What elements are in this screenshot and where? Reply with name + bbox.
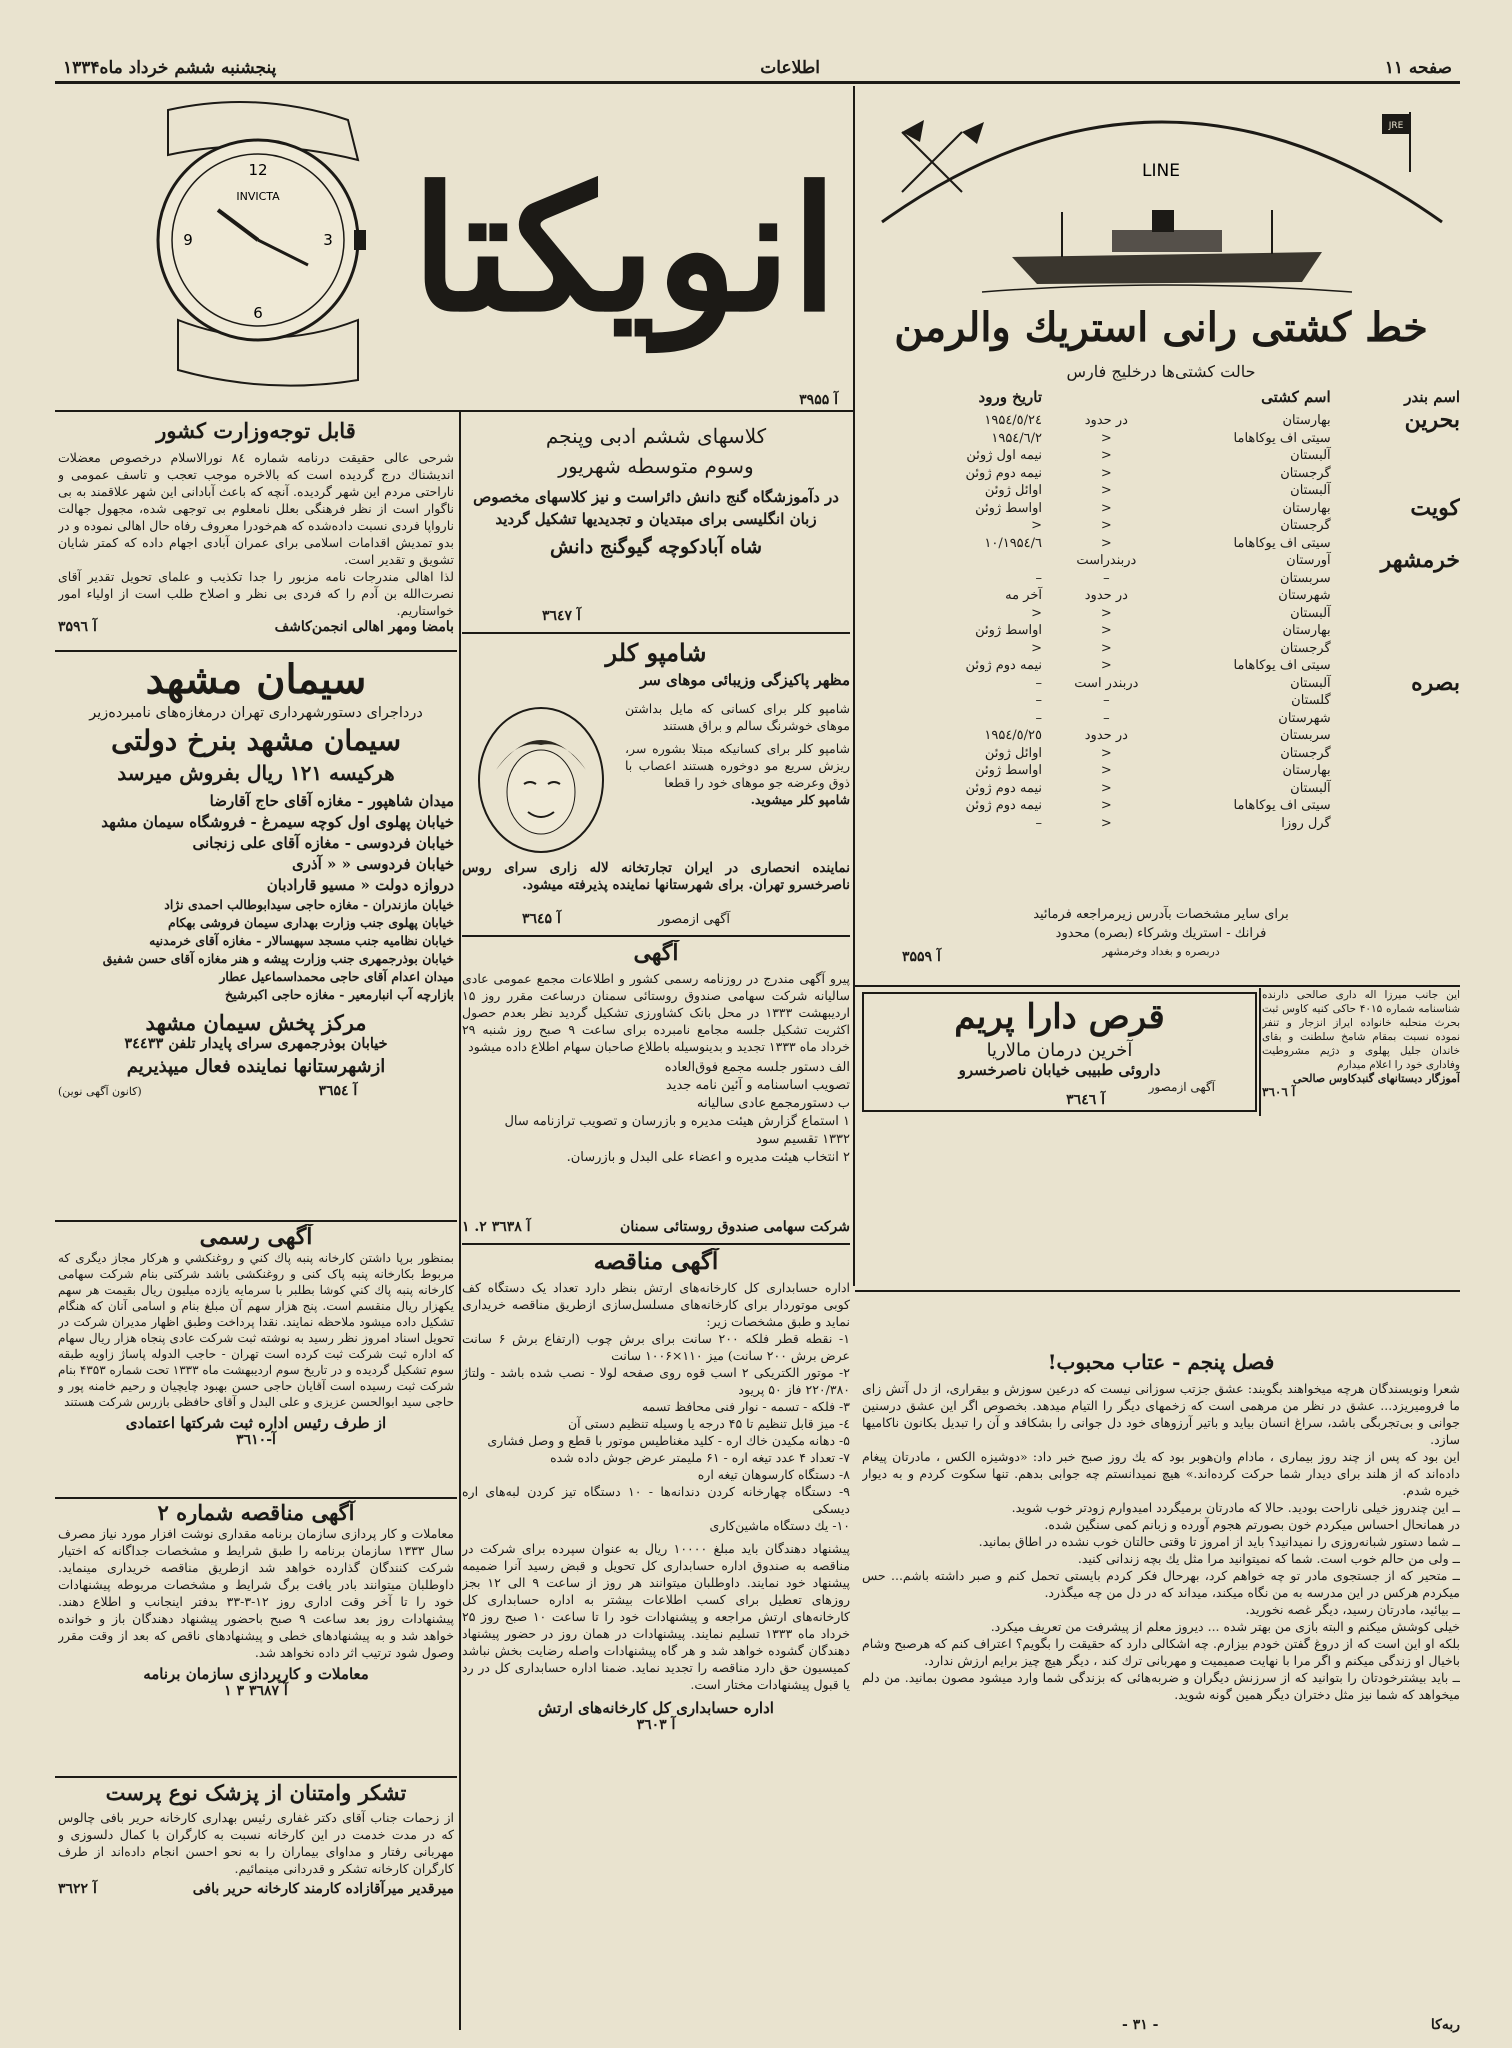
page-number: صفحه ۱۱ — [1384, 58, 1452, 78]
arrival-date: – — [1035, 693, 1043, 708]
story-paragraph: در همانحال احساس میکردم خون بصورتم هجوم آورده و زبانم کمی سنگین شده. — [1044, 1517, 1460, 1532]
ad-code: آ ۳٦٤٦ — [1066, 1092, 1105, 1108]
story-paragraph: ــ متحیر که از جستجوی مادر تو چه خواهم کرد، بهرحال فکر کردم بایستی تحمل کنم و صبر داشته باشم... حس میکردم هرکس در این مدرسه به من نگاه میکند، میداند که در دل من چه میگذرد. — [862, 1568, 1460, 1600]
official-notice — [58, 1224, 454, 1494]
port-name — [1350, 517, 1460, 535]
tender-notice-2 — [58, 1500, 454, 1772]
dealer-item: بازارچه آب انبارمعیر - مغازه حاجی اکبرشیخ — [225, 987, 454, 1002]
story-page-number: - ۳۱ - — [1122, 2016, 1159, 2033]
distribution-center: مرکز پخش سیمان مشهد — [145, 1010, 367, 1035]
ship-note: دربندر است — [1074, 675, 1139, 691]
army-factories-tender — [462, 1248, 850, 2038]
port-name — [1350, 762, 1460, 780]
story-paragraph: ــ ولی من حالم خوب است. شما که نمیتوانید مرا مثل یك بچه زندانی کنید. — [1077, 1551, 1460, 1566]
cement-price: هرکیسه ۱۲۱ ریال بفروش میرسد — [117, 761, 395, 785]
ad-code: آ ۳۹۵۵ — [799, 392, 838, 408]
story-paragraph: بلکه او این است که از دروغ گفتن خودم بیزارم. چه اشکالی دارد که حقیقت را بگویم؟ اعتراف کنم که هرصبح وشام باخیال او زندگی میکنم و اگر مرا با نهایت صمیمیت و مهربانی ترك کند ، دیگر هیچ چیز برایم ارزش ندارد. — [862, 1636, 1460, 1668]
story-title: فصل پنجم - عتاب محبوب! — [1047, 1350, 1275, 1374]
arrival-date: نیمه دوم ژوئن — [965, 798, 1043, 813]
ship-note: < — [1100, 483, 1112, 498]
table-row — [862, 727, 1460, 745]
ship-name: آورستان — [1286, 553, 1331, 568]
arrival-date: < — [1031, 605, 1043, 621]
ship-note: دربندراست — [1076, 553, 1137, 568]
section-rule — [462, 1243, 850, 1245]
table-row — [862, 407, 1460, 433]
table-row — [862, 657, 1460, 675]
ship-logo-illustration — [862, 92, 1460, 302]
table-row — [862, 797, 1460, 815]
cement-headline: سیمان مشهد بنرخ دولتی — [110, 724, 402, 757]
section-rule — [462, 632, 850, 634]
table-row — [862, 640, 1460, 658]
port-name — [1350, 622, 1460, 640]
port-name: بحرین — [1404, 407, 1460, 433]
table-row — [862, 535, 1460, 553]
invicta-brand-text: انویکتا — [411, 150, 838, 350]
drugstore: داروئی طبیبی خیابان ناصرخسرو — [958, 1061, 1161, 1079]
arrival-date: نیمه دوم ژوئن — [965, 658, 1043, 673]
issue-date: پنجشنبه ششم خرداد ماه۱۳۳۴ — [63, 58, 277, 78]
ship-note: < — [1100, 798, 1112, 813]
ship-note: < — [1100, 658, 1112, 673]
semnan-rural-fund-notice — [462, 940, 850, 1240]
ad-code: آ ۳۵۹٦ — [58, 618, 97, 635]
school-line-2: وسوم متوسطه شهریور — [558, 454, 754, 478]
notice-signature: میرقدیر میرآقازاده کارمند کارخانه حریر بافی — [192, 1881, 454, 1897]
arrival-date: نیمه دوم ژوئن — [965, 780, 1043, 796]
ship-note: < — [1100, 605, 1112, 621]
agenda-item: الف دستور جلسه مجمع فوق‌العاده — [664, 1060, 850, 1075]
column-port: اسم بندر — [1404, 388, 1460, 406]
arrival-date: – — [1035, 675, 1043, 691]
ship-note: < — [1100, 780, 1112, 796]
section-rule — [55, 410, 853, 412]
ship-note: < — [1100, 815, 1112, 831]
school-line-1: کلاسهای ششم ادبی وپنجم — [545, 424, 767, 448]
notice-signature: معاملات و کارپردازی سازمان برنامه — [143, 1665, 369, 1683]
arrival-date: ۱۹۵٤/٦/۱۰ — [984, 535, 1043, 551]
drug-title: قرص دارا پریم — [954, 997, 1165, 1037]
table-row — [862, 815, 1460, 833]
ship-name: گلستان — [1291, 693, 1331, 708]
agenda-item: ۱ استماع گزارش هیئت مدیره و بازرسان و تصویب ترازنامه سال — [504, 1114, 850, 1129]
table-header — [862, 389, 1460, 407]
story-paragraph: شعرا ونویسندگان هرچه میخواهند بگویند: عشق جزتب سوزانی نیست که درعین سوزش و بیقراری، از دل آتش زای ما فرومیریزد... عشق در نظر من مرهمی است که زخمهای دیگر را التیام میدهد. بخصوص اگر این عشق درسنین جوانی و بی‌تجربگی باشد، سراغ انسان بیاید و باتیر‌ آرزوهای خود دل جوانی را بشکافد و آن را تبدیل بکانون ناکامیها سازد. — [862, 1381, 1460, 1447]
arrival-date: نیمه اول ژوئن — [966, 448, 1043, 463]
ship-note: – — [1103, 570, 1110, 586]
ship-name: گرجستان — [1280, 640, 1331, 656]
notice-title: آگهی مناقصه شماره ۲ — [157, 1500, 355, 1525]
ship-icon — [982, 210, 1352, 292]
arrival-date: اواسط ژوئن — [975, 763, 1043, 778]
table-row — [862, 465, 1460, 483]
notice-signature: اداره حسابداری کل کارخانه‌های ارتش — [538, 1699, 774, 1717]
table-row — [862, 494, 1460, 521]
drug-subtitle: آخرین درمان مالاریا — [986, 1040, 1133, 1061]
agenda-item: تصویب اساسنامه و آئین نامه جدید — [666, 1078, 850, 1093]
wristwatch-icon — [58, 90, 418, 390]
arrival-date: ۱۹۵٤/٦/٢ — [991, 430, 1043, 446]
table-row — [862, 447, 1460, 465]
dealer-item: خیابان فردوسی - مغازه آقای علی زنجانی — [192, 834, 454, 852]
ship-name: شهرستان — [1278, 588, 1331, 603]
arrival-date: – — [1035, 570, 1043, 586]
arrival-date: – — [1035, 815, 1043, 831]
section-rule — [55, 1220, 457, 1222]
dealer-item: خیابان بوذرجمهری جنب وزارت پیشه و هنر مغازه آقای حسن شفیق — [102, 951, 454, 966]
dealer-item: خیابان فردوسی « « آذری — [291, 855, 454, 873]
table-row — [862, 547, 1460, 573]
arrival-date: اواسط ژوئن — [975, 500, 1043, 516]
ship-name: شهرستان — [1278, 710, 1331, 726]
ship-note: < — [1100, 623, 1112, 638]
table-row — [862, 517, 1460, 535]
ship-name: گرجستان — [1280, 465, 1331, 481]
notice-body: بمنظور برپا داشتن کارخانه پنبه پاك كني و روغنكشي و هركار مجاز دیگری که مربوط بکارخانه پنبه پاک کنی و روغنکشی باشد شرکتی بنام شرکت سهامی کارخانه پنبه پاك كني کوشا بطلبر با سرمایه یازده میلیون ریال بقیمت هر سهم یکهزار ریال منقسم است. پنج هزار سهم آن مبلغ بنام و اسامی آنان که هنگام تشکیل داده میشود ملاحظه نمایند. نقدا پرداخت وطبق اظهار مدیران شرکت در تحویل اسناد امروز نظر رسید به نوشته ثبت شرکت عادی پنجاه هزار ریال سهام که اداره ثبت شرکت ثبت کرده است تهران - حاجب الدوله پاساژ زاویه طبقه سوم تشکیل گردیده و در تاریخ سوم اردیبهشت ماه ۱۳۳۳ تحت شماره ۴۳۵۳ بنام شرکت ثبت رسیده است آقایان حاجی حسن بهبود چایچیان و رحیم خامنه پور و حاجی سید ابوالحسن عزیزی و علی البدل و آقای حافظی بازرس شرکت هستند — [58, 1251, 454, 1409]
arrival-date: نیمه دوم ژوئن — [965, 465, 1043, 481]
shampoo-text-2: شامپو کلر برای کسانیکه مبتلا بشوره سر، ریزش سریع مو دوخوره هستند اعصاب با ذوق وعرضه جو موهای خود را قطعا — [625, 741, 850, 790]
strick-ellerman-ad — [862, 92, 1460, 982]
ad-code: آ ۳٦٤٧ — [542, 608, 581, 624]
svg-text:9: 9 — [183, 231, 193, 249]
column-date: تاریخ ورود — [978, 388, 1043, 406]
column-rule — [853, 86, 855, 1286]
spec-item: ۱۰- یك دستگاه ماشین‌کاری — [709, 1518, 850, 1533]
dealer-item: خیابان نظامیه جنب مسجد سپهسالار - مغازه آقای خرمدنیه — [149, 933, 454, 948]
section-rule — [855, 985, 1460, 987]
ad-code: آ ۳٦۵٤ — [318, 1083, 358, 1099]
svg-text:12: 12 — [248, 161, 268, 179]
ship-note: – — [1103, 710, 1110, 726]
agenda-list — [462, 1059, 850, 1167]
port-name: کویت — [1410, 494, 1460, 521]
ad-code: آ-۳٦۱۰ — [236, 1432, 276, 1448]
port-name — [1350, 692, 1460, 710]
agenda-item: ۱۳۳۲ تقسیم سود — [756, 1132, 850, 1147]
mashhad-cement-ad — [58, 655, 454, 1215]
dealer-item: میدان اعدام آقای حاجی محمداسماعیل عطار — [219, 969, 454, 984]
spec-item: ۲- موتور الکتریکی ۲ اسب قوه روی صفحه لولا - نصب شده باشد - ولتاژ ۲۲۰/۳۸۰ فاز ۵۰ پریود — [462, 1365, 850, 1397]
notice-body-2: لذا اهالی مندرجات نامه مزبور را جدا تکذیب و علمای تحویل تقدیر آقای نصرت‌الله بن آدم را که فردی بی نظر و اصلاح طلب است از اولیاء امور خواستاریم. — [58, 569, 454, 618]
shampoo-text-3: شامپو کلر میشوید. — [750, 792, 850, 807]
table-row — [862, 587, 1460, 605]
shampoo-title: شامپو کلر — [605, 638, 707, 667]
center-address: خیابان بوذرجمهری سرای پایدار تلفن ۳٤٤۳۳ — [124, 1035, 388, 1052]
spec-item: ۸- دستگاه کارسوهان تیغه اره — [697, 1467, 850, 1482]
school-line-3: در دآموزشگاه گنج دانش دائراست و نیز کلاسهای مخصوص زبان انگلیسی برای مبتدیان و تجدیدیها تشکیل گردید — [473, 488, 839, 528]
arrival-date: – — [1035, 710, 1043, 726]
notice-body: از زحمات جناب آقای دکتر غفاری رئیس بهداری کارخانه حریر بافی چالوس که در مدت خدمت در این کارخانه نسبت به کارگران با کمال دلسوزی و مهربانی رفتار و مداوای بیماران را به نحو احسن انجام داده‌اند از طرف کارگران کارخانه تشکر و قدردانی مینمائیم. — [58, 1810, 454, 1876]
dealer-item: دروازه دولت « مسیو قارادبان — [266, 876, 454, 894]
ship-note: < — [1100, 640, 1112, 656]
notice-body: اداره حسابداری کل کارخانه‌های ارتش بنظر دارد تعداد یک دستگاه کف کوبی موتوردار برای کارخانه‌های مسلسل‌سازی ازطریق مناقصه خریداری نماید و طبق مشخصات زیر: — [462, 1280, 850, 1329]
port-name: خرمشهر — [1380, 547, 1460, 573]
ship-name: سیتی اف یوکاهاما — [1233, 535, 1331, 551]
ship-name: بهارستان — [1282, 763, 1331, 778]
ship-note: < — [1100, 430, 1112, 446]
arrival-date: اواسط ژوئن — [975, 623, 1043, 638]
ship-note: < — [1100, 763, 1112, 778]
port-name — [1350, 710, 1460, 728]
shampoo-slogan: مظهر پاکیزگی وزیبائی موهای سر — [639, 671, 850, 689]
arrival-date: آخر مه — [1005, 588, 1043, 603]
serial-story-column — [862, 1350, 1460, 2040]
ship-name: گرجستان — [1280, 745, 1331, 761]
ship-note: < — [1100, 518, 1112, 533]
section-rule — [55, 650, 457, 652]
port-name — [1350, 465, 1460, 483]
notice-body: شرحی عالی حقیقت درنامه شماره ٨٤ نورالاسلام درخصوص معضلات اندیشناك درج گردیده است که بالاخره موجب تعجب و تاسف عمومی و ناراحتی مردم این شهر گردیده. آنچه که باعث آبادانی این شهر علاقمند به بی ناگوار است از نظر فرهنگی بعلل نامعلوم بی توجهی شده، مجهول جهالت نارواپا فردی نسبت داده‌شده که هم‌خودرا معروف رفاه حال اهالی نموده و در بدو تمدیش اقدامات اسلامی برای عمران آبادی اجهام داده که کمتر شایان تشویق و تقدیر است. — [58, 450, 454, 567]
daraprim-tablet-ad — [862, 992, 1257, 1112]
port-name: بصره — [1411, 669, 1460, 696]
column-rule — [1259, 988, 1261, 1116]
port-name — [1350, 780, 1460, 798]
column-ship: اسم کشتی — [1261, 388, 1331, 406]
ship-name: آلبستان — [1290, 780, 1331, 796]
strick-footer-2: فرانك - استریك وشرکاء (بصره) محدود — [1055, 926, 1267, 941]
port-name — [1350, 745, 1460, 763]
dealer-list — [58, 791, 454, 1004]
declaration-body: این جانب میرزا اله داری صالحی دارنده شناسنامه شماره ۴۰۱۵ حاکی کنیه کاوس ثبت بحرث منحلبه خانواده ایراز انزجار و تنفر نموده نسبت بمقام شامخ سلطنت و بقای خاندان جلیل پهلوی و دژیم مشروطیت وفاداری خود را اعلام میدارم — [1262, 989, 1460, 1071]
notice-body-2: پیشنهاد دهندگان باید مبلغ ۱۰۰۰۰ ریال به عنوان سپرده برای شرکت در مناقصه به صندوق اداره حسابداری کل تحویل و قبض رسید آنرا ضمیمه پیشنهاد خود نمایند. داوطلبان میتوانند هر روز از ساعت ۹ الی ۱۲ بجز روزهای تعطیل برای کسب اطلاعات بیشتر به اداره حسابداری کل کارخانه‌های ارتش مراجعه و پیشنهادات خود را تا ساعت ۱۰ صبح روز ۲۵ خرداد ماه ۱۳۳۳ تسلیم نمایند. پیشنهادات در همان روز در حضور پیشنهاد دهندگان گشوده خواهد شد و هر گاه پیشنهادات واصله رضایت بخش نباشد کمیسیون حق دارد مناقصه را تجدید نماید. ضمنا اداره حسابداری کل در رد یا قبول پیشنهادات مختار است. — [462, 1541, 850, 1692]
ad-credit: (کانون آگهی نوین) — [58, 1085, 142, 1098]
story-paragraph: ــ شما دستور شبانه‌روزی را نمیدانید؟ باید از امروز تا وقتی حالتان خوب نشده در اطاق بمانید. — [978, 1534, 1460, 1549]
table-row — [862, 710, 1460, 728]
interior-ministry-notice — [58, 418, 454, 640]
arrival-date: ۱۹۵٤/٥/٢٤ — [984, 413, 1043, 428]
port-name — [1350, 570, 1460, 588]
ship-note: < — [1100, 465, 1112, 481]
thanks-doctor-notice — [58, 1780, 454, 2020]
ship-name: سیتی اف یوکاهاما — [1233, 658, 1331, 673]
arrival-date — [862, 552, 1042, 570]
port-name — [1350, 587, 1460, 605]
school-address: شاه آبادکوچه گیوگنج دانش — [549, 536, 762, 558]
logo-line: LINE — [1142, 161, 1180, 181]
invicta-watch-ad — [58, 90, 848, 408]
notice-title: آگهی رسمی — [199, 1224, 313, 1250]
shampoo-text-1: شامپو کلر برای کسانی که مایل بداشتن موهای خوشرنگ سالم و براق هستند — [625, 701, 850, 733]
ship-name: سیتی اف یوکاهاما — [1233, 430, 1331, 446]
cement-title: سیمان مشهد — [145, 656, 367, 703]
ship-name: سربستان — [1279, 570, 1331, 586]
ship-note: < — [1100, 448, 1112, 463]
notice-title: تشکر وامتنان از پزشک نوع پرست — [105, 1780, 407, 1805]
port-name — [1350, 605, 1460, 623]
ship-note: در حدود — [1084, 728, 1128, 743]
dealer-item: میدان شاهپور - مغازه آقای حاج آقارضا — [209, 792, 454, 810]
spec-item: ۳- فلکه - تسمه - نوار فنی محافظ تسمه — [641, 1399, 850, 1414]
ad-code: آ ۳٦۲۲ — [58, 1881, 97, 1897]
column-rule — [459, 1300, 461, 2030]
ship-note: < — [1100, 745, 1112, 761]
ship-name: گرل روزا — [1281, 815, 1331, 831]
table-row — [862, 570, 1460, 588]
ship-name: گرجستان — [1280, 518, 1331, 533]
section-rule — [462, 935, 850, 937]
story-paragraph: خیلی کوشش میکنم و البته بازی من بهتر شده ... دیروز معلم از پیشرفت من تعریف میکرد. — [990, 1619, 1460, 1634]
ship-name: آلبستان — [1290, 605, 1331, 621]
arrival-date: اوائل ژوئن — [984, 483, 1043, 498]
notice-signature: از طرف رئیس اداره ثبت شرکتها اعتمادی — [125, 1414, 387, 1432]
crossed-flags-icon — [902, 120, 984, 192]
ship-name: سیتی اف یوکاهاما — [1233, 798, 1331, 813]
ad-code: آ ۳٦٤۵ — [522, 910, 561, 927]
spec-list — [462, 1330, 850, 1534]
story-paragraph: ــ این چندروز خیلی ناراحت بودید. حالا که مادرتان برمیگردد امیدوارم زودتر خوب شوید. — [1011, 1500, 1460, 1515]
port-name — [1350, 640, 1460, 658]
ship-name: آلبستان — [1290, 675, 1331, 691]
ad-code: آ ۳٦٨٧ ۳ ۱ — [224, 1683, 288, 1699]
house-flag-icon — [1382, 112, 1410, 172]
port-name — [1350, 797, 1460, 815]
strick-subtitle: حالت کشتی‌ها درخلیج فارس — [1066, 362, 1256, 381]
cement-subtitle: درداجرای دستورشهرداری تهران درمغازه‌های نامبرده‌زیر — [89, 705, 423, 721]
story-paragraph: این بود که پس از چند روز بیماری ، مادام وان‌هوبر بود که یك روز صبح خبر داد: «دوشیزه الکس ، مادرتان پیغام داده‌اند که از هلند برای دیدار شما حرکت کرده‌اند.» هیچ نمیدانستم چه جوابی بدهم. تنها سکوت کردم و به دیوار خیره شدم. — [862, 1449, 1460, 1498]
table-row — [862, 692, 1460, 710]
ship-name: آلبستان — [1290, 448, 1331, 463]
spec-item: ۹- دستگاه چهارخانه کردن دندانه‌ها - ۱۰ دستگاه تیز کردن لبه‌های اره دیسکی — [462, 1484, 850, 1516]
table-row — [862, 605, 1460, 623]
port-name — [1350, 430, 1460, 448]
ad-credit: آگهی ازمصور — [658, 911, 730, 927]
ship-note: < — [1100, 535, 1112, 551]
ship-schedule-table — [862, 407, 1460, 832]
story-paragraph: ــ بیائید، مادرتان رسید، دیگر غصه نخورید. — [1245, 1602, 1460, 1617]
ship-note: در حدود — [1084, 413, 1128, 428]
table-row — [862, 669, 1460, 696]
notice-body: معاملات و کار پردازی سازمان برنامه مقداری نوشت افزار مورد نیاز مصرف سال ۱۳۳۳ سازمان برنامه را طبق شرایط و مشخصات جداگانه که اختیار شرکت کنندگان گذارده خواهد شد ازطریق مناقصه خریداری مینماید. داوطلبان میتوانند بادر یافت برگ شرایط و مشخصات مربوطه پیشنهادات خود را تا آخر وقت اداری روز ۱۲-۳-۳۳ بدفتر اینجانب و اطلاع دهند. پیشنهادات روز بعد ساعت ۹ صبح باحضور پیشنهاد دهندگان باز و خوانده خواهد شد و به پیشنهادهای خطی و پیشنهادهای ناقص که بعد از وقت مقرر وصول شود ترتیب اثر داده نخواهد شد. — [58, 1526, 454, 1660]
notice-signature: بامضا ومهر اهالی انجمن‌کاشف — [274, 618, 454, 635]
flag-letters: JRE — [1388, 121, 1404, 131]
page-header — [55, 52, 1460, 84]
table-row — [862, 762, 1460, 780]
notice-title: آگهی مناقصه — [593, 1248, 719, 1275]
table-row — [862, 745, 1460, 763]
shampoo-kler-ad — [462, 638, 850, 930]
notice-title: آگهی — [633, 940, 679, 966]
agenda-item: ۲ انتخاب هیئت مدیره و اعضاء علی البدل و بازرسان. — [566, 1150, 850, 1165]
strick-footer-3: دربصره و بغداد وخرمشهر — [1102, 945, 1220, 958]
dealer-item: خیابان پهلوی جنب وزارت بهداری سیمان فروشی بهکام — [167, 915, 454, 930]
ad-code: آ ۳٦۳۸ ۲. ۱ — [462, 1218, 531, 1235]
ship-note: – — [1103, 693, 1110, 708]
shampoo-agent: نماینده انحصاری در ایران تجارتخانه لاله زاری سرای روس ناصرخسرو تهران. برای شهرستانها نماینده پذیرفته میشود. — [462, 860, 850, 893]
notice-signature: شرکت سهامی صندوق روستائی سمنان — [620, 1218, 850, 1235]
spec-item: ۷- تعداد ۴ عدد تیغه اره - ۶۱ ملیمتر عرض جوش داده شده — [550, 1450, 850, 1465]
ad-code: آ ۳٦٠۳ — [636, 1717, 676, 1733]
dealer-item: خیابان مازندران - مغازه حاجی سیدابوطالب احمدی نژاد — [164, 897, 454, 912]
port-name — [1350, 447, 1460, 465]
section-rule — [55, 1497, 457, 1499]
strick-title: خط کشتی رانی استریك والرمن — [894, 304, 1428, 351]
ad-code: آ ۳۵۵۹ — [902, 949, 941, 965]
ship-name: بهارستان — [1282, 413, 1331, 428]
ship-name: بهارستان — [1282, 623, 1331, 638]
ad-code: آ ۳٦٠٦ — [1262, 1085, 1296, 1099]
ship-name: بهارستان — [1282, 500, 1331, 516]
arrival-date: < — [1031, 518, 1043, 533]
spec-item: ۵- دهانه مکیدن خاك اره - کلید مغناطیس موتور با قطع و وصل فشاری — [487, 1433, 850, 1448]
dealer-item: خیابان پهلوی اول کوچه سیمرغ - فروشگاه سیمان مشهد — [101, 813, 454, 831]
table-row — [862, 430, 1460, 448]
ganj-danesh-school-ad — [462, 418, 850, 628]
agenda-item: ب دستورمجمع عادی سالیانه — [697, 1096, 850, 1111]
woman-portrait-illustration — [466, 700, 616, 860]
declaration-signature: آموزگار دبستانهای گنبدکاوس صالحی — [1292, 1072, 1460, 1085]
table-row — [862, 780, 1460, 798]
table-row — [862, 482, 1460, 500]
watch-dial-brand: INVICTA — [236, 190, 280, 203]
port-name — [1350, 815, 1460, 833]
provinces-line: ازشهرستانها نماینده فعال میپذیریم — [126, 1056, 386, 1077]
loyalty-declaration — [1262, 988, 1460, 1116]
notice-title: قابل توجه‌وزارت کشور — [156, 418, 356, 443]
arrival-date: ۱۹۵٤/٥/٢٥ — [984, 728, 1043, 743]
spec-item: ۱- نقطه قطر فلکه ۲۰۰ سانت برای برش چوب (ارتفاع برش ۶ سانت عرض برش ۲۰۰ سانت) میز ۱۱۰×۱۰۰۶ سانت — [462, 1331, 850, 1363]
strick-footer-1: برای سایر مشخصات بآدرس زیرمراجعه فرمائید — [1033, 907, 1289, 922]
port-name — [1350, 727, 1460, 745]
section-rule — [855, 1290, 1460, 1292]
story-paragraph: ــ باید بیشترخودتان را بتوانید که از سرزنش دیگران و ضربه‌هائی که بزندگی شما وارد میشود مصون بمانید. من دلم میخواهد که شما نیز مثل دختران دیگر همین گونه شوید. — [862, 1670, 1460, 1702]
spec-item: ٤- میز قابل تنظیم تا ۴۵ درجه یا وسیله تنظیم دستی آن — [568, 1416, 850, 1431]
svg-text:3: 3 — [323, 231, 333, 249]
newspaper-name: اطلاعات — [760, 58, 820, 78]
ship-note: < — [1100, 500, 1112, 516]
table-row — [862, 622, 1460, 640]
story-author: ربه‌کا — [1430, 2016, 1460, 2033]
svg-text:6: 6 — [253, 304, 263, 322]
arrival-date: < — [1031, 640, 1043, 656]
ship-name: سربستان — [1279, 728, 1331, 743]
notice-body: پیرو آگهی مندرج در روزنامه رسمی کشور و اطلاعات مجمع عمومی عادی سالیانه شرکت سهامی صندوق روستائی سمنان درساعت مقرر روز ۱۵ اردیبهشت ۱۳۳۳ در محل بانک کشاورزی تشکیل گردید نظر بعدم حصول اکثریت تشکیل جلسه مجامع نامبرده برای ساعت ۹ صبح روز شنبه ۲۹ خرداد ماه ۱۳۳۳ تجدید و بدینوسیله باطلاع صاحبان سهام اطلاع داده میشود — [462, 971, 850, 1054]
ship-name: آلبستان — [1290, 483, 1331, 498]
section-rule — [55, 1776, 457, 1778]
ad-credit: آگهی ازمصور — [1148, 1080, 1215, 1094]
arrival-date: اوائل ژوئن — [984, 745, 1043, 761]
ship-note: در حدود — [1084, 588, 1128, 603]
